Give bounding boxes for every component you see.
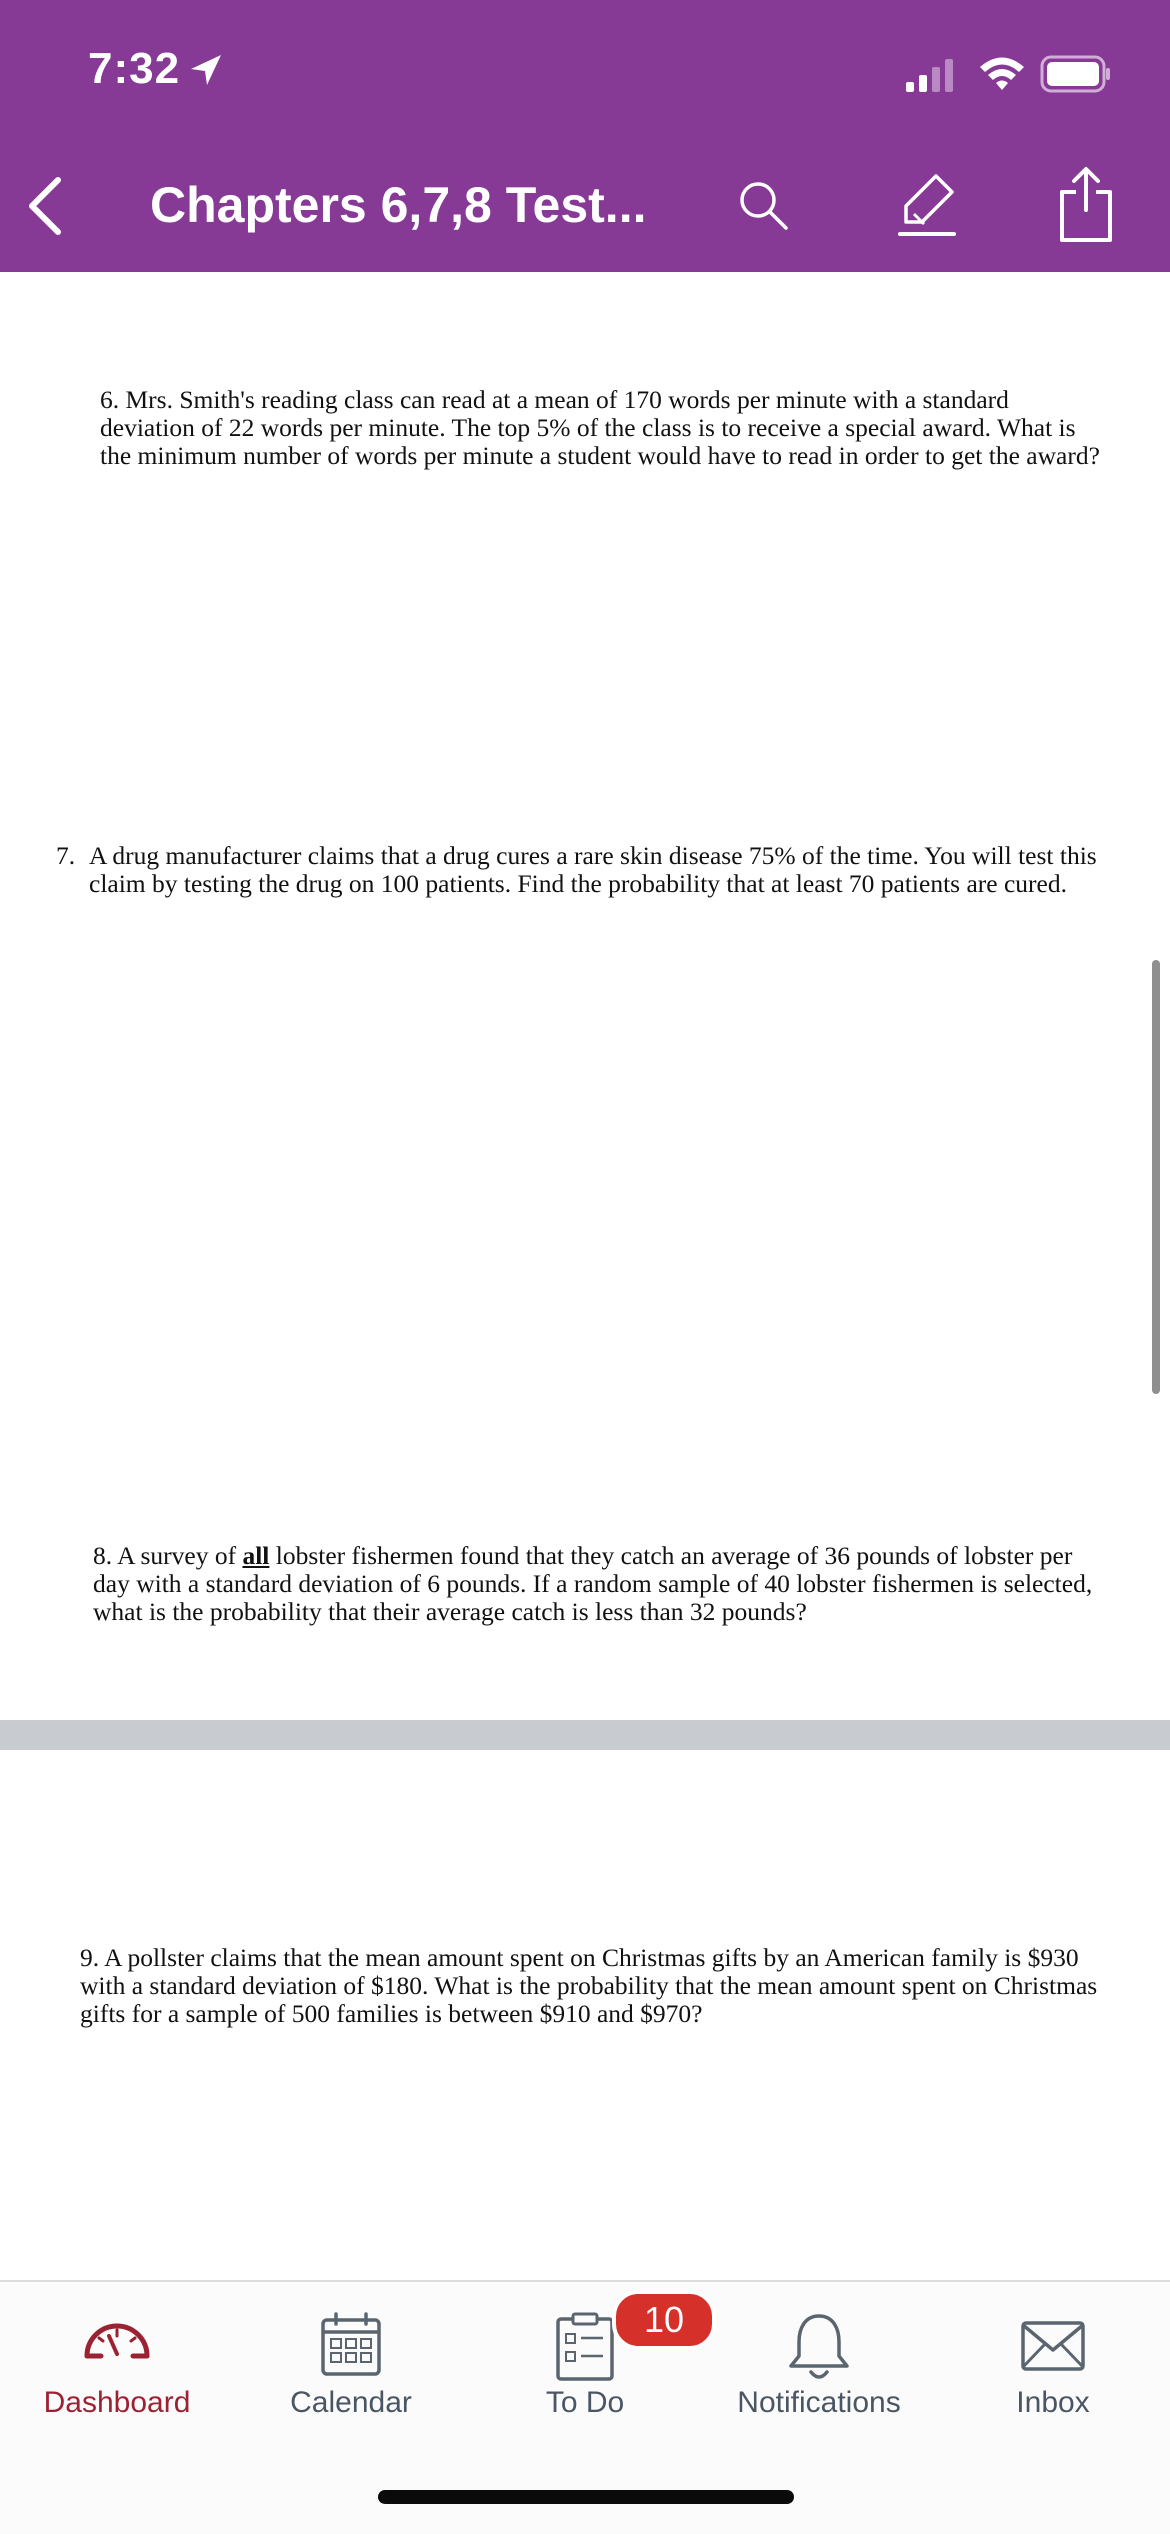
tab-inbox[interactable] — [936, 2282, 1170, 2432]
question-6: 6. Mrs. Smith's reading class can read at a mean of 170 words per minute with a standard deviation of 22 words per minute. The top 5% of the class is to receive a special award. What is the minimum number of words per minute a student would have to read in order to get the award? — [100, 385, 1100, 470]
tab-label-todo: To Do — [545, 2386, 625, 2419]
scrollbar[interactable] — [1152, 960, 1160, 1394]
question-8 — [93, 1542, 1093, 1626]
wifi-icon — [978, 54, 1026, 92]
calendar-icon — [320, 2312, 382, 2378]
tab-label-dashboard: Dashboard — [43, 2386, 191, 2419]
status-time: 7:32 — [88, 44, 181, 93]
page-separator — [0, 1720, 1170, 1750]
tab-calendar[interactable] — [234, 2282, 468, 2432]
search-icon[interactable] — [736, 178, 792, 234]
tab-dashboard[interactable] — [0, 2282, 234, 2432]
bell-icon — [787, 2312, 851, 2382]
tab-notifications[interactable] — [702, 2282, 936, 2432]
envelope-icon — [1020, 2320, 1086, 2372]
question-8-emphasis: all — [242, 1541, 270, 1570]
location-arrow-icon — [188, 52, 224, 88]
back-chevron-icon[interactable] — [18, 170, 74, 242]
battery-icon — [1040, 54, 1112, 94]
highlighter-icon[interactable] — [896, 170, 958, 240]
tab-label-calendar: Calendar — [290, 2386, 412, 2419]
cellular-signal-icon — [906, 58, 956, 92]
question-9: 9. A pollster claims that the mean amount spent on Christmas gifts by an American family is $930 with a standard deviation of $180. What is the probability that the mean amount spent on Christmas gifts for a sample of 500 families is between $910 and $970? — [80, 1943, 1098, 2028]
home-indicator[interactable] — [378, 2490, 794, 2504]
question-7-text: A drug manufacturer claims that a drug cures a rare skin disease 75% of the time. You will test this claim by testing the drug on 100 patients. Find the probability that at least 70 patients are cured. — [89, 841, 1097, 898]
question-8-intro: 8. A survey of — [93, 1541, 243, 1570]
question-8-body: lobster fishermen found that they catch an average of 36 pounds of lobster per day with a standard deviation of 6 pounds. If a random sample of 40 lobster fishermen is selected, what is the probability that their average catch is less than 32 pounds? — [93, 1541, 1093, 1626]
question-7-number: 7. — [56, 841, 76, 870]
dashboard-gauge-icon — [79, 2312, 155, 2362]
tab-label-inbox: Inbox — [1016, 2386, 1090, 2419]
app-header — [0, 0, 1170, 272]
document-title: Chapters 6,7,8 Test... — [150, 177, 647, 233]
tab-label-notifications: Notifications — [737, 2386, 901, 2419]
share-icon[interactable] — [1056, 164, 1116, 244]
document-view[interactable] — [0, 272, 1170, 2280]
todo-count-badge: 10 — [612, 2290, 716, 2350]
todo-clipboard-icon — [555, 2312, 615, 2382]
